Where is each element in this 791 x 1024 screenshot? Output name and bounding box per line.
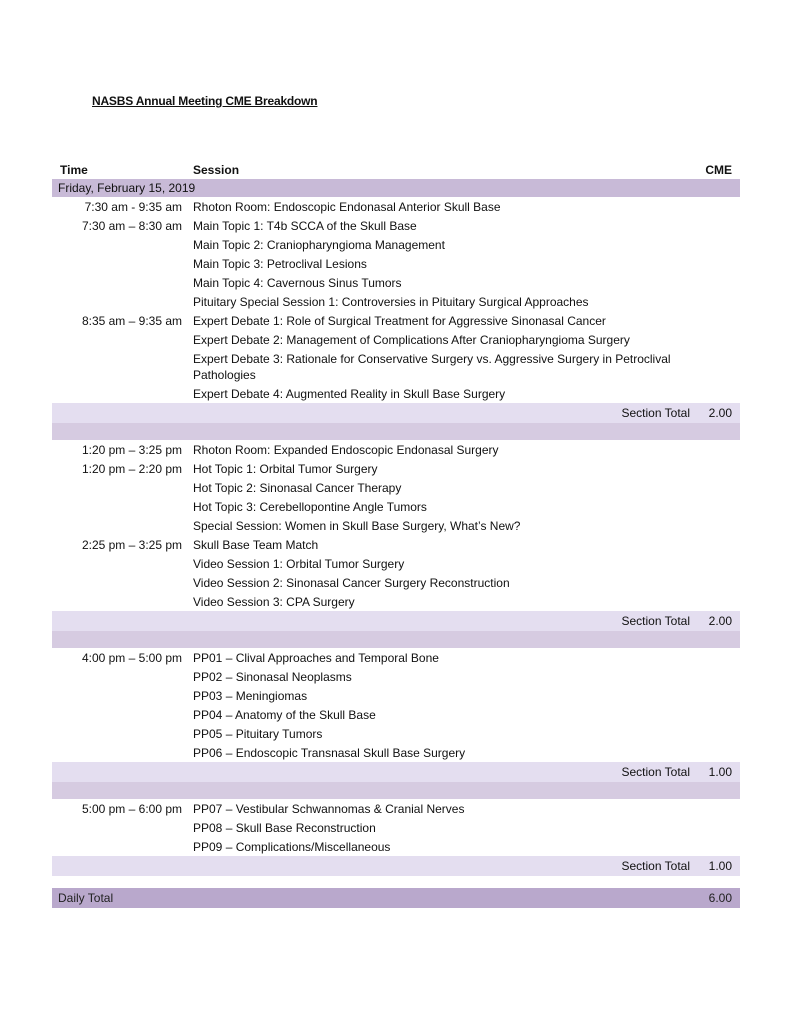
section-total-value: 2.00 (708, 614, 732, 628)
session-cell: Main Topic 1: T4b SCCA of the Skull Base (193, 218, 417, 233)
time-cell: 5:00 pm – 6:00 pm (81, 801, 182, 816)
day-label: Friday, February 15, 2019 (58, 181, 196, 195)
session-cell: PP03 – Meningiomas (193, 688, 308, 703)
daily-total-row (52, 888, 740, 908)
session-cell: PP09 – Complications/Miscellaneous (193, 839, 391, 854)
section-total-value: 1.00 (708, 859, 732, 873)
section-separator (52, 631, 740, 648)
session-cell: Rhoton Room: Expanded Endoscopic Endonasal Surgery (193, 442, 499, 457)
schedule-row (52, 384, 740, 403)
time-cell: 1:20 pm – 2:20 pm (81, 461, 182, 476)
section-separator (52, 423, 740, 440)
schedule-block (52, 648, 740, 799)
schedule-row (52, 667, 740, 686)
schedule-row (52, 311, 740, 330)
time-cell: 7:30 am – 8:30 am (81, 218, 182, 233)
schedule-row (52, 535, 740, 554)
section-total-label: Section Total (621, 406, 690, 420)
schedule-row (52, 478, 740, 497)
session-cell: Expert Debate 3: Rationale for Conservative Surgery vs. Aggressive Surgery in Petroclival Pathologies (193, 351, 671, 382)
schedule-block (52, 799, 740, 888)
schedule-row (52, 648, 740, 667)
session-cell: PP08 – Skull Base Reconstruction (193, 820, 376, 835)
session-cell: Expert Debate 1: Role of Surgical Treatment for Aggressive Sinonasal Cancer (193, 313, 606, 328)
schedule-block (52, 440, 740, 648)
table-header (52, 162, 740, 179)
daily-total-value: 6.00 (708, 891, 732, 905)
session-cell: PP07 – Vestibular Schwannomas & Cranial Nerves (193, 801, 465, 816)
schedule-row (52, 216, 740, 235)
session-cell: Main Topic 3: Petroclival Lesions (193, 256, 367, 271)
session-cell: Hot Topic 3: Cerebellopontine Angle Tumors (193, 499, 427, 514)
section-total-label: Section Total (621, 614, 690, 628)
session-cell: Main Topic 4: Cavernous Sinus Tumors (193, 275, 402, 290)
section-separator (52, 782, 740, 799)
schedule-row (52, 573, 740, 592)
section-gap (52, 876, 740, 888)
time-column-header: Time (60, 163, 88, 177)
cme-table (52, 162, 740, 908)
schedule-row (52, 743, 740, 762)
section-total-row (52, 611, 740, 631)
section-total-label: Section Total (621, 765, 690, 779)
section-total-value: 2.00 (708, 406, 732, 420)
schedule-row (52, 818, 740, 837)
session-cell: Video Session 1: Orbital Tumor Surgery (193, 556, 405, 571)
section-total-row (52, 403, 740, 423)
schedule-row (52, 440, 740, 459)
schedule-row (52, 837, 740, 856)
section-total-row (52, 856, 740, 876)
schedule-row (52, 705, 740, 724)
session-cell: Pituitary Special Session 1: Controversies in Pituitary Surgical Approaches (193, 294, 589, 309)
session-cell: PP05 – Pituitary Tumors (193, 726, 323, 741)
session-column-header: Session (193, 163, 240, 177)
daily-total-label: Daily Total (58, 891, 114, 905)
schedule-row (52, 516, 740, 535)
session-cell: PP06 – Endoscopic Transnasal Skull Base Surgery (193, 745, 466, 760)
schedule-row (52, 554, 740, 573)
schedule-row (52, 349, 740, 384)
session-cell: Video Session 3: CPA Surgery (193, 594, 355, 609)
schedule-row (52, 799, 740, 818)
session-cell: Rhoton Room: Endoscopic Endonasal Anterior Skull Base (193, 199, 501, 214)
session-cell: Expert Debate 4: Augmented Reality in Skull Base Surgery (193, 386, 506, 401)
session-cell: Main Topic 2: Craniopharyngioma Management (193, 237, 445, 252)
schedule-row (52, 330, 740, 349)
section-total-value: 1.00 (708, 765, 732, 779)
schedule-blocks (52, 197, 740, 888)
session-cell: Skull Base Team Match (193, 537, 319, 552)
schedule-row (52, 197, 740, 216)
session-cell: Video Session 2: Sinonasal Cancer Surgery Reconstruction (193, 575, 510, 590)
schedule-row (52, 686, 740, 705)
time-cell: 4:00 pm – 5:00 pm (81, 650, 182, 665)
schedule-row (52, 254, 740, 273)
schedule-row (52, 592, 740, 611)
document-title: NASBS Annual Meeting CME Breakdown (92, 94, 318, 108)
time-cell: 2:25 pm – 3:25 pm (81, 537, 182, 552)
cme-column-header: CME (705, 163, 732, 177)
session-cell: PP02 – Sinonasal Neoplasms (193, 669, 352, 684)
session-cell: Hot Topic 1: Orbital Tumor Surgery (193, 461, 378, 476)
schedule-row (52, 497, 740, 516)
time-cell: 1:20 pm – 3:25 pm (81, 442, 182, 457)
schedule-row (52, 724, 740, 743)
session-cell: Expert Debate 2: Management of Complications After Craniopharyngioma Surgery (193, 332, 630, 347)
session-cell: Special Session: Women in Skull Base Surgery, What’s New? (193, 518, 521, 533)
section-total-row (52, 762, 740, 782)
session-cell: PP01 – Clival Approaches and Temporal Bone (193, 650, 439, 665)
section-total-label: Section Total (621, 859, 690, 873)
session-cell: PP04 – Anatomy of the Skull Base (193, 707, 376, 722)
schedule-row (52, 292, 740, 311)
time-cell: 8:35 am – 9:35 am (81, 313, 182, 328)
session-cell: Hot Topic 2: Sinonasal Cancer Therapy (193, 480, 402, 495)
schedule-row (52, 273, 740, 292)
schedule-row (52, 459, 740, 478)
schedule-row (52, 235, 740, 254)
schedule-block (52, 197, 740, 440)
day-band (52, 179, 740, 197)
time-cell: 7:30 am - 9:35 am (84, 199, 182, 214)
